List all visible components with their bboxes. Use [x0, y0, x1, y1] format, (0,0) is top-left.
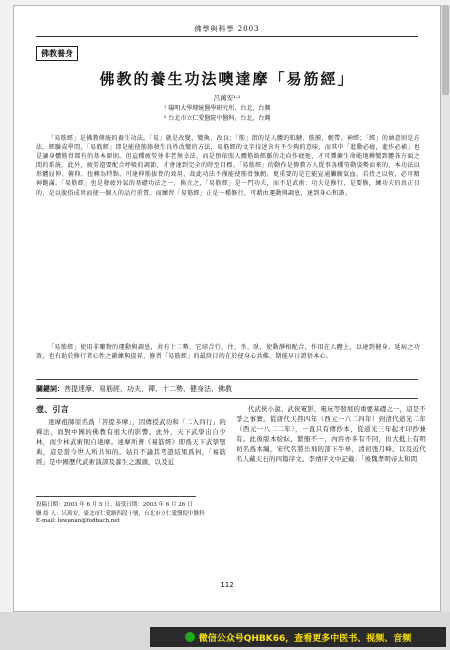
footnote-contact: 聯 絡 人：呂萬安，臺北市仁愛路四段十號，台北市立仁愛醫院中醫科: [36, 511, 205, 517]
promo-banner-text: 微信公众号QHBK66，查看更多中医书、视频、音频: [198, 633, 412, 644]
body-column-right: [236, 404, 426, 464]
body-text-right: 代武俠小說、武俠電影、電玩等發展的重要基礎之一，這是不爭之事實。從唐代天啓四年（西元一六二四年）到清代道光二年（西元一八二二年），一直只有傳抄本，從道光三年起才印抄兼有。此後版本紛紜，繁簡不一，內容亦多有不同，但大抵上有明初名爲本編，宋代名將岳飛的部下牛皋、清初張月峰、以及近代名人藏天石的四篇序文。李靖序文中記載：「後魏孝明帝太和間: [236, 405, 426, 463]
page-number: 112: [220, 581, 234, 589]
keywords-label: 關鍵詞：: [36, 384, 64, 393]
keywords-line: [36, 384, 232, 394]
promo-banner: [150, 627, 446, 647]
abstract-paragraph-1: 「易筋經」是佛教傳統的養生功法。「易」就是改變、變換、改良；「筋」指的是人體的肌腱、筋膜、韌帶、神經；「經」的涵意則是方法、經驗或學問。「易筋經」即是能使筋絡發生良性改變的方法，易筋經的文字技述含有不少夠的意味，而其中「進動必疲，進作必補」也是讓身體筋骨都有的基本原則。但這種疲勞並非老無幸法，而是預依照人體筋絡經脈的走向作疲弛，才可彈擴生命能地轉變到體各方面之間的系統。此外，疲勞還要配合呼吸的調節，才會達到完全的時至目標。「易筋經」的動作是傳教方人從事各種勞動姿勢而來的，本功法以形體屈伸、俯仰、扭轉為特點，可達伸筋拔骨的效用，故此功法不僅能使筋骨強韌，更重要的是它能宣通臟腑氣血，若持之以恆，必可精神飽滿。「易筋經」也是發疲外氣的基礎功法之一，換言之，「易筋經」是一門功夫，而不是武術：功夫是修行，是要修，練功夫的真正目的，是以脫俗成世而使一個人的品行重質。而練習「易筋經」正是一種修行，可藉由運動與調息，達到身心和諧。: [36, 135, 420, 197]
keywords-bottom-rule: [36, 398, 418, 399]
section-heading: 壹、引言: [36, 404, 69, 414]
section-label: 佛教養身: [36, 46, 78, 61]
abstract-paragraph-2: 「易筋經」使用非藥物的運動與調息，共有十二勢，它結合行、住、坐、臥，使動靜相配合，作用在人體上，以達到健身、延病之功效，也有助於修行者心性之鍛練與提昇，修習「易筋經」的最終目的在於使身心共佛，期能早日證悟本心。: [36, 344, 420, 361]
document-page: [13, 5, 441, 612]
article-title: 佛教的養生功法噢達摩「易筋經」: [99, 70, 355, 88]
scrollbar-thumb[interactable]: [442, 5, 449, 95]
keywords-top-rule: [36, 379, 418, 380]
footnote-email: E-mail: luwanan@fodbach.net: [36, 518, 120, 524]
footnote-rule: [36, 496, 196, 497]
wechat-icon: [185, 632, 195, 642]
vertical-scrollbar[interactable]: [441, 5, 450, 612]
body-text-left: 達摩祖師原名爲「菩提多摩」，因傳授武功和「二入四行」的禪法，而對中國的佛教有很大的影響。此外，天下武學出自少林，而少林武術則自達摩。達摩所著《易筋經》即爲天下武學聖典，這是當今世人所共知的。姑且不論其考證結果爲何，「易筋經」是中國歷代武術演訓及養生之源頭，以及近: [36, 418, 226, 466]
affiliation-2: ² 台北市立仁愛醫院中醫科，台北，台灣: [164, 115, 271, 122]
body-column-left: [36, 404, 226, 467]
running-head: 佛學與科學 2003: [194, 25, 260, 33]
header-rule: [36, 36, 418, 37]
author-line: 呂萬安¹·²: [213, 94, 241, 102]
footnote-dates: 投稿日期：2003 年 6 月 5 日；接受日期：2003 年 6 月 26 日: [36, 502, 193, 508]
keywords-value: 菩提達摩、易筋經、功夫、禪、十二勢、健身法、佛教: [64, 385, 232, 393]
affiliation-1: ¹ 陽明大學傳統醫學研究所，台北，台灣: [164, 105, 271, 112]
